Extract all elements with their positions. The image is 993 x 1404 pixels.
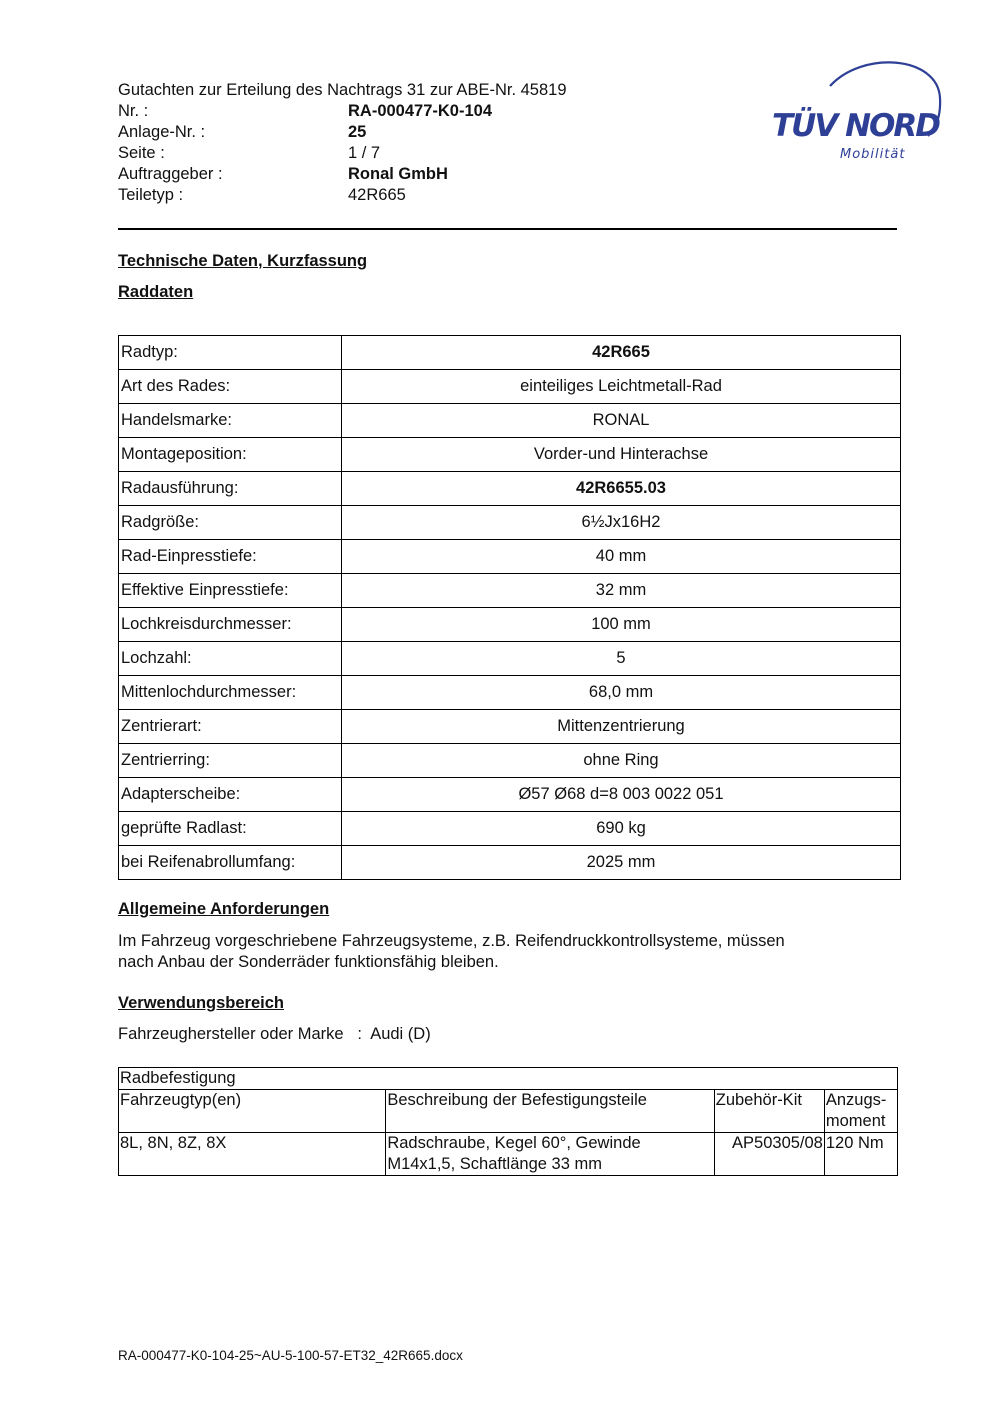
table-row: Zentrierring: ohne Ring [119,744,901,778]
column-header-beschreibung: Beschreibung der Befestigungsteile [386,1090,714,1133]
table-row: Mittenlochdurchmesser: 68,0 mm [119,676,901,710]
table-row: Radgröße: 6½Jx16H2 [119,506,901,540]
table-row: geprüfte Radlast: 690 kg [119,812,901,846]
cell-anzugsmoment: 120 Nm [824,1133,897,1176]
logo-brand: TÜV NORD [772,108,940,144]
section-title-technische-daten: Technische Daten, Kurzfassung [118,252,368,270]
table-header-row [119,1090,898,1133]
table-row: Radausführung: 42R6655.03 [119,472,901,506]
table-row: Handelsmarke: RONAL [119,404,901,438]
header-row-anlage: Anlage-Nr. : 25 [118,123,367,141]
column-header-zubehoer-kit: Zubehör-Kit [714,1090,824,1133]
table-row: Lochzahl: 5 [119,642,901,676]
header-row-nr: Nr. : RA-000477-K0-104 [118,102,492,120]
column-header-fahrzeugtyp: Fahrzeugtyp(en) [119,1090,386,1133]
tuev-nord-logo [768,58,948,168]
header-row-auftraggeber: Auftraggeber : Ronal GmbH [118,165,448,183]
header-row-seite: Seite : 1 / 7 [118,144,381,162]
column-header-anzugsmoment: Anzugs- moment [824,1090,897,1133]
table-row: Montageposition: Vorder-und Hinterachse [119,438,901,472]
section-title-allgemeine-anforderungen: Allgemeine Anforderungen [118,900,330,918]
table-row [119,1133,898,1176]
manufacturer-line: Fahrzeughersteller oder Marke : Audi (D) [118,1025,431,1043]
header-divider [118,228,897,230]
raddaten-table [118,335,901,880]
table-row: Zentrierart: Mittenzentrierung [119,710,901,744]
table-row: Effektive Einpresstiefe: 32 mm [119,574,901,608]
radbefestigung-title: Radbefestigung [119,1068,898,1090]
cell-fahrzeugtypen: 8L, 8N, 8Z, 8X [119,1133,386,1176]
header-row-teiletyp: Teiletyp : 42R665 [118,186,406,204]
table-row: bei Reifenabrollumfang: 2025 mm [119,846,901,880]
doc-title: Gutachten zur Erteilung des Nachtrags 31 zur ABE-Nr. 45819 [118,81,567,99]
table-row: Radtyp: 42R665 [119,336,901,370]
table-row: Rad-Einpresstiefe: 40 mm [119,540,901,574]
footer-filename: RA-000477-K0-104-25~AU-5-100-57-ET32_42R665.docx [118,1348,463,1363]
radbefestigung-table [118,1067,898,1176]
table-row: Adapterscheibe: Ø57 Ø68 d=8 003 0022 051 [119,778,901,812]
section-title-raddaten: Raddaten [118,283,194,301]
table-row: Lochkreisdurchmesser: 100 mm [119,608,901,642]
logo-subtitle: Mobilität [840,147,906,162]
cell-beschreibung: Radschraube, Kegel 60°, Gewinde M14x1,5, Schaftlänge 33 mm [386,1133,714,1176]
cell-zubehoer-kit: AP50305/08 [714,1133,824,1176]
document-header [118,80,678,206]
table-row: Art des Rades: einteiliges Leichtmetall-Rad [119,370,901,404]
table-title-row [119,1068,898,1090]
requirements-paragraph: Im Fahrzeug vorgeschriebene Fahrzeugsysteme, z.B. Reifendruckkontrollsysteme, müssen nach Anbau der Sonderräder funktionsfähig bleiben. [118,932,785,971]
section-title-verwendungsbereich: Verwendungsbereich [118,994,284,1012]
